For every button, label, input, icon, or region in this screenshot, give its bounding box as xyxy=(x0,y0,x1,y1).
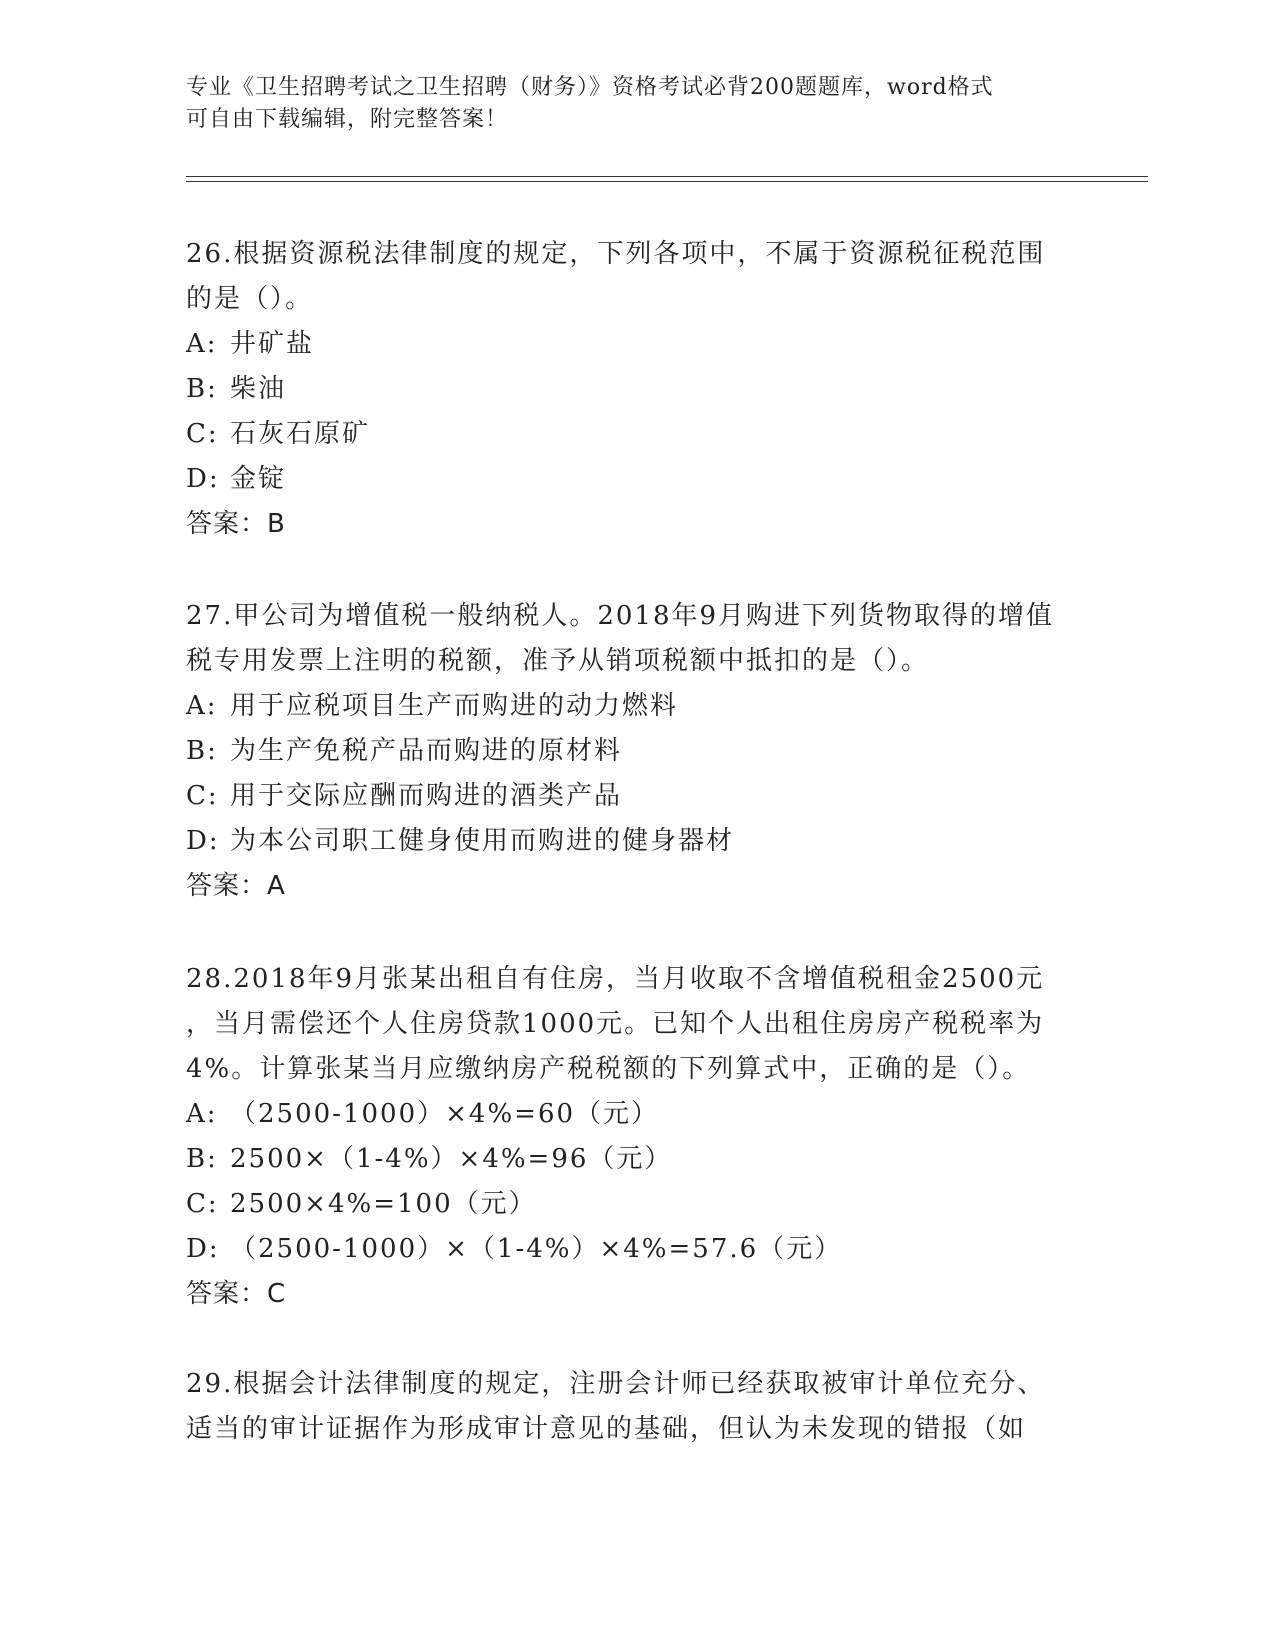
question-26 xyxy=(186,232,1086,547)
option-key: D: xyxy=(186,464,220,494)
option-a xyxy=(186,1092,1086,1137)
option-key: A: xyxy=(186,329,218,359)
option-c xyxy=(186,412,1086,457)
option-c xyxy=(186,774,1086,819)
header-divider-top xyxy=(186,176,1148,177)
option-d xyxy=(186,1227,1086,1272)
option-key: C: xyxy=(186,419,219,449)
question-stem-line: 26.根据资源税法律制度的规定，下列各项中，不属于资源税征税范围 xyxy=(186,239,1046,269)
option-text: 用于应税项目生产而购进的动力燃料 xyxy=(230,691,679,721)
option-a xyxy=(186,684,1086,729)
option-text: 井矿盐 xyxy=(230,329,315,359)
document-header xyxy=(186,72,1086,136)
option-key: C: xyxy=(186,781,219,811)
option-b xyxy=(186,1137,1086,1182)
option-text: 2500×（1-4%）×4%=96（元） xyxy=(230,1144,673,1174)
question-stem-line: 适当的审计证据作为形成审计意见的基础，但认为未发现的错报（如 xyxy=(186,1414,1027,1444)
option-text: （2500-1000）×（1-4%）×4%=57.6（元） xyxy=(230,1234,843,1264)
option-text: （2500-1000）×4%=60（元） xyxy=(230,1099,660,1129)
header-line-1: 专业《卫生招聘考试之卫生招聘（财务）》资格考试必背200题题库，word格式 xyxy=(186,75,994,100)
option-c xyxy=(186,1182,1086,1227)
question-stem-line: 28.2018年9月张某出租自有住房，当月收取不含增值税租金2500元 xyxy=(186,964,1045,994)
option-key: D: xyxy=(186,826,220,856)
option-text: 用于交际应酬而购进的酒类产品 xyxy=(230,781,623,811)
option-key: B: xyxy=(186,736,218,766)
question-stem-line: ，当月需偿还个人住房贷款1000元。已知个人出租住房房产税税率为 xyxy=(186,1009,1045,1039)
option-key: B: xyxy=(186,1144,218,1174)
option-d xyxy=(186,457,1086,502)
question-29 xyxy=(186,1362,1086,1452)
option-b xyxy=(186,367,1086,412)
option-text: 柴油 xyxy=(230,374,287,404)
option-b xyxy=(186,729,1086,774)
option-key: A: xyxy=(186,1099,218,1129)
answer-line: 答案：C xyxy=(186,1279,287,1309)
answer-line: 答案：A xyxy=(186,871,286,901)
option-text: 石灰石原矿 xyxy=(230,419,371,449)
header-line-2: 可自由下载编辑，附完整答案！ xyxy=(186,107,509,132)
question-stem-line: 29.根据会计法律制度的规定，注册会计师已经获取被审计单位充分、 xyxy=(186,1369,1046,1399)
option-text: 2500×4%=100（元） xyxy=(230,1189,537,1219)
option-d xyxy=(186,819,1086,864)
question-stem-line: 税专用发票上注明的税额，准予从销项税额中抵扣的是（）。 xyxy=(186,646,930,676)
question-28 xyxy=(186,957,1086,1317)
option-key: B: xyxy=(186,374,218,404)
header-divider-bottom xyxy=(186,181,1148,182)
question-27 xyxy=(186,594,1086,909)
option-a xyxy=(186,322,1086,367)
question-stem-line: 4%。计算张某当月应缴纳房产税税额的下列算式中，正确的是（）。 xyxy=(186,1054,1031,1084)
question-stem-line: 27.甲公司为增值税一般纳税人。2018年9月购进下列货物取得的增值 xyxy=(186,601,1055,631)
option-text: 为本公司职工健身使用而购进的健身器材 xyxy=(230,826,735,856)
question-stem-line: 的是（）。 xyxy=(186,284,314,314)
option-key: A: xyxy=(186,691,218,721)
answer-line: 答案：B xyxy=(186,509,286,539)
option-key: D: xyxy=(186,1234,220,1264)
option-text: 为生产免税产品而购进的原材料 xyxy=(230,736,623,766)
option-text: 金锭 xyxy=(230,464,287,494)
option-key: C: xyxy=(186,1189,219,1219)
